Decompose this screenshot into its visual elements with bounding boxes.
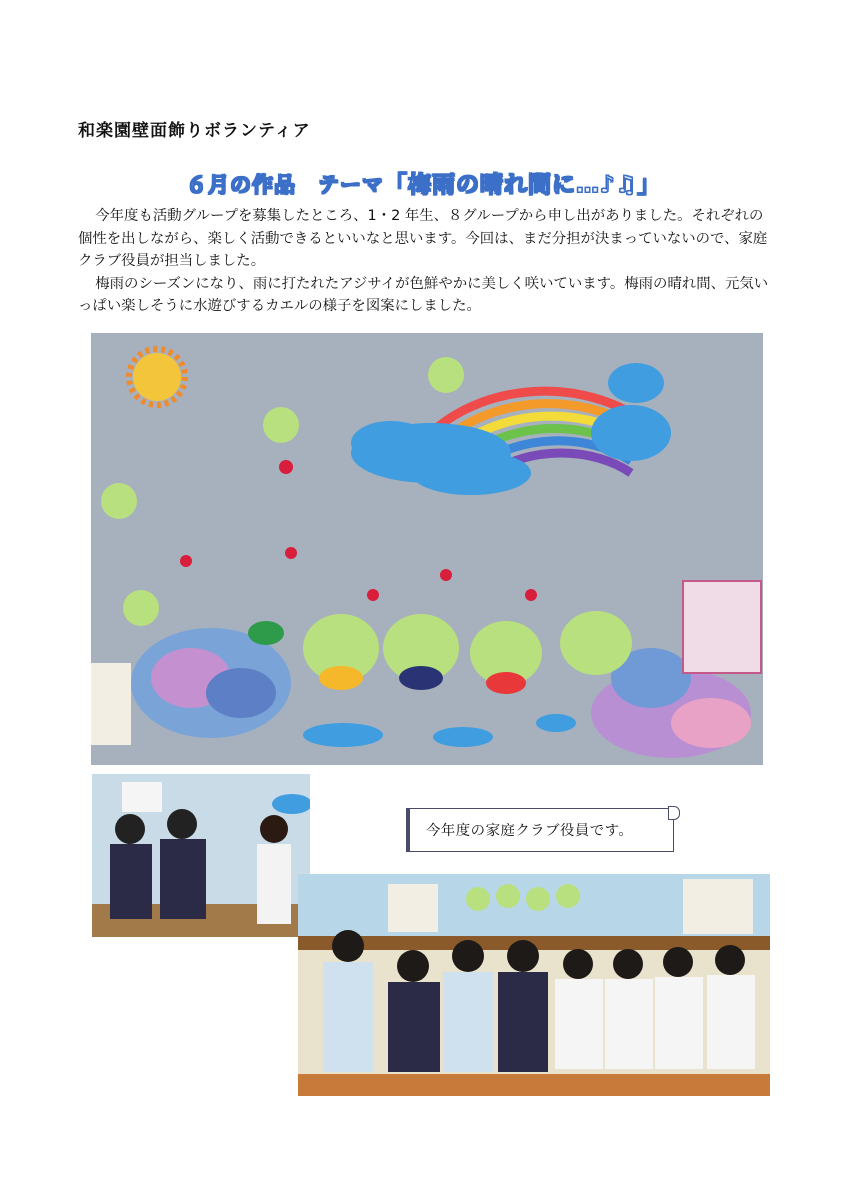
wall-decoration-photo xyxy=(91,333,763,765)
frog-big-4 xyxy=(560,611,632,675)
paragraph-2: 梅雨のシーズンになり、雨に打たれたアジサイが色鮮やかに美しく咲いています。梅雨の晴れ間、元気いっぱい楽しそうに水遊びするカエルの様子を図案にしました。 xyxy=(78,275,769,314)
caption-text: 今年度の家庭クラブ役員です。 xyxy=(426,823,634,839)
wall-poster xyxy=(388,884,438,932)
theme-label: ６月の作品 テーマ xyxy=(186,173,384,197)
page-heading: 和楽園壁面飾りボランティア xyxy=(78,121,311,141)
body-text xyxy=(78,205,774,318)
poster xyxy=(122,782,162,812)
wall-notice xyxy=(683,879,753,934)
caption-scroll xyxy=(402,806,680,852)
scroll-curl-icon xyxy=(668,806,680,820)
paragraph-1: 今年度も活動グループを募集したところ、1・2 年生、８グループから申し出がありました。それぞれの個性を出しながら、楽しく活動できるといいなと思います。今回は、まだ分担が決まっていないので、家庭クラブ役員が担当しました。 xyxy=(78,208,768,269)
theme-title xyxy=(186,166,661,199)
club-officers-group-photo xyxy=(298,874,770,1096)
student-3 xyxy=(257,815,291,924)
theme-quote: 「梅雨の晴れ間に…♪♫」 xyxy=(384,172,662,198)
notice-paper xyxy=(683,581,761,673)
calendar-paper xyxy=(91,663,131,745)
students-decorating-photo xyxy=(92,774,310,937)
